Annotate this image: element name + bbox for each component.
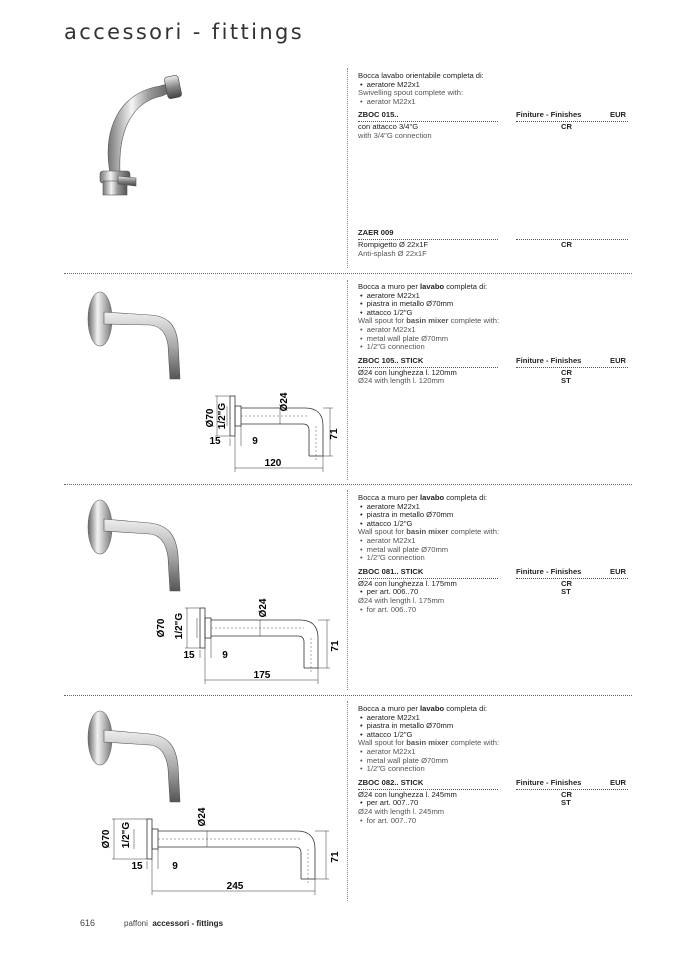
section-divider [64,695,632,696]
finish-code: ST [561,376,571,386]
bullet-it: • aeratore M22x1 [358,503,630,512]
dim-height: 71 [330,851,341,863]
variant-it: Ø24 con lunghezza l. 175mm [358,578,457,588]
variant-en: Ø24 with length l. 175mm [358,595,445,605]
bullet-it: • aeratore M22x1 [358,81,630,90]
variant-en: with 3/4"G connection [358,130,432,140]
product-block-zaer009 [358,229,630,258]
dim-length: 175 [253,670,271,681]
section-divider [64,484,632,485]
bullet-en: • metal wall plate Ø70mm [358,335,630,344]
dim-a: 15 [131,861,143,872]
dim-plate: Ø70 [205,408,216,428]
finish-code: CR [561,367,572,377]
page-number: 616 [80,918,96,928]
bullet-en: • metal wall plate Ø70mm [358,757,630,766]
bullet-it: • attacco 1/2"G [358,309,630,318]
product-block-zboc105 [358,283,630,386]
finish-code: CR [561,578,572,588]
finishes-header: Finiture - Finishes [516,566,582,576]
finish-code: CR [561,240,572,249]
description-en: Wall spout for basin mixer complete with: [358,316,500,326]
dim-diameter: Ø24 [279,392,290,412]
product-code: ZBOC 081.. STICK [358,566,424,576]
description-en: Swivelling spout complete with: [358,88,464,98]
finishes-header: Finiture - Finishes [516,110,582,120]
variant-it-bullet: • per art. 007..70 [358,799,418,808]
dim-length: 245 [226,881,244,892]
bullet-en: • aerator M22x1 [358,326,630,335]
wall-spout-image [80,708,200,808]
variant-it-bullet: • per art. 006..70 [358,588,418,597]
brand-name: paffoni [124,919,148,928]
description-it: Bocca lavabo orientabile completa di: [358,71,484,80]
variant-en: Ø24 with length l. 245mm [358,806,445,816]
variant-en-bullet: • for art. 007..70 [358,817,416,826]
dim-thread: 1/2"G [121,821,132,849]
product-block-zboc082 [358,705,630,825]
product-code: ZBOC 082.. STICK [358,777,424,787]
finish-code: ST [561,798,571,808]
bullet-en: • metal wall plate Ø70mm [358,546,630,555]
dim-plate: Ø70 [101,829,112,849]
bullet-it: • piastra in metallo Ø70mm [358,722,630,731]
variant-it: con attacco 3/4"G [358,122,419,132]
bullet-it: • piastra in metallo Ø70mm [358,511,630,520]
product-code: ZBOC 105.. STICK [358,355,424,365]
variant-it: Ø24 con lunghezza l. 245mm [358,789,457,799]
dim-b: 9 [172,861,178,872]
product-block-zboc015 [358,72,630,141]
bullet-it: • attacco 1/2"G [358,731,630,740]
wall-spout-image [80,497,200,597]
technical-drawing [175,382,345,472]
description-en: Wall spout for basin mixer complete with: [358,527,500,537]
description-it: Bocca a muro per lavabo completa di: [358,704,488,713]
variant-it: Ø24 con lunghezza l. 120mm [358,367,457,377]
bullet-it: • piastra in metallo Ø70mm [358,300,630,309]
product-code: ZAER 009 [358,228,394,237]
description-en: Wall spout for basin mixer complete with: [358,738,500,748]
section-divider [64,273,632,274]
bullet-en: • 1/2"G connection [358,765,630,774]
footer-section: accessori - fittings [152,919,224,928]
finishes-header: Finiture - Finishes [516,355,582,365]
dim-length: 120 [264,458,282,469]
wall-spout-image [80,285,200,385]
description-it: Bocca a muro per lavabo completa di: [358,282,488,291]
dim-diameter: Ø24 [258,598,269,618]
dim-diameter: Ø24 [197,807,208,827]
variant-en: Ø24 with length l. 120mm [358,376,445,386]
dim-height: 71 [329,428,340,440]
bullet-en: • aerator M22x1 [358,748,630,757]
footer-brand [124,919,223,928]
bullet-it: • attacco 1/2"G [358,520,630,529]
product-code: ZBOC 015.. [358,110,399,120]
dim-plate: Ø70 [156,618,167,638]
column-divider [347,490,348,690]
finishes-header: Finiture - Finishes [516,777,582,787]
bullet-en: • 1/2"G connection [358,343,630,352]
variant-it: Rompigetto Ø 22x1F [358,240,429,249]
dim-thread: 1/2"G [174,612,185,640]
bullet-it: • aeratore M22x1 [358,714,630,723]
variant-en-bullet: • for art. 006..70 [358,606,416,615]
column-divider [347,701,348,901]
variant-en: Anti-splash Ø 22x1F [358,248,427,258]
currency-header: EUR [610,566,627,576]
finish-code: CR [561,122,572,132]
dim-thread: 1/2"G [217,402,228,430]
product-block-zboc081 [358,494,630,614]
technical-drawing [97,805,345,897]
bullet-en: • aerator M22x1 [358,537,630,546]
bullet-en: • aerator M22x1 [358,98,630,107]
description-it: Bocca a muro per lavabo completa di: [358,493,488,502]
dim-b: 9 [252,436,258,447]
finish-code: CR [561,789,572,799]
dim-b: 9 [222,650,228,661]
currency-header: EUR [610,777,627,787]
dim-a: 15 [209,436,221,447]
dim-a: 15 [183,650,195,661]
page-title: accessori - fittings [64,20,305,44]
dim-height: 71 [330,640,341,652]
technical-drawing [150,594,345,686]
column-divider [347,280,348,480]
currency-header: EUR [610,355,627,365]
currency-header: EUR [610,110,627,120]
code-row [358,357,630,369]
bullet-it: • aeratore M22x1 [358,292,630,301]
swivel-spout-image [90,68,190,203]
finish-code: ST [561,587,571,597]
code-row [358,779,630,791]
code-row [358,568,630,580]
bullet-en: • 1/2"G connection [358,554,630,563]
column-divider [347,68,348,268]
